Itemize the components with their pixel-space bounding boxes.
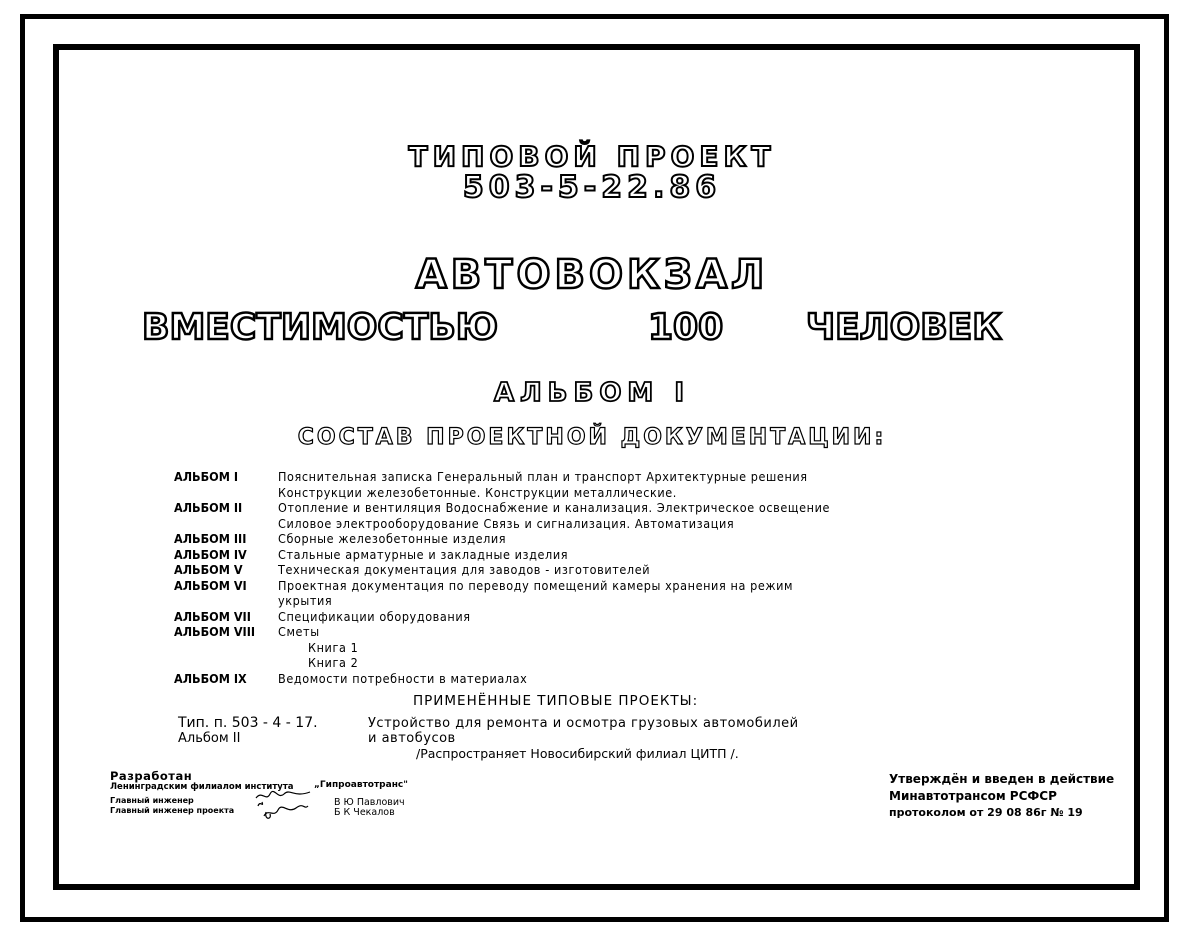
album-text: Сметы — [278, 624, 320, 639]
album-row — [174, 624, 830, 640]
album-row — [174, 531, 830, 547]
album-label: АЛЬБОМ II — [174, 500, 243, 515]
approval-line3: протоколом от 29 08 86г № 19 — [889, 806, 1083, 819]
album-title: АЛЬБОМ I — [493, 378, 691, 408]
album-text: укрытия — [278, 593, 333, 608]
album-text: Силовое электрооборудование Связь и сигнализация. Автоматизация — [278, 515, 735, 531]
album-row — [174, 640, 830, 656]
album-row — [174, 655, 830, 671]
album-row — [174, 671, 830, 687]
main-title-line1: АВТОВОКЗАЛ — [415, 252, 769, 298]
applied-project-description — [368, 716, 799, 746]
chief-project-engineer-label: Главный инженер проекта — [110, 806, 235, 815]
album-row — [174, 516, 830, 532]
album-row — [174, 485, 830, 501]
album-text: Сборные железобетонные изделия — [278, 531, 507, 546]
applied-projects-heading: ПРИМЕНЁННЫЕ ТИПОВЫЕ ПРОЕКТЫ: — [413, 693, 699, 709]
album-list — [174, 469, 830, 686]
album-row — [174, 469, 830, 485]
album-text: Проектная документация по переводу помещений камеры хранения на режим — [278, 577, 794, 593]
applied-desc-line2: и автобусов — [368, 731, 456, 746]
approval-line2: Минавтотрансом РСФСР — [889, 789, 1057, 803]
chief-project-engineer-name: Б К Чекалов — [334, 807, 395, 818]
applied-desc-line1: Устройство для ремонта и осмотра грузовых автомобилей — [368, 716, 799, 731]
album-text: Техническая документация для заводов - изготовителей — [278, 562, 651, 577]
album-text: Стальные арматурные и закладные изделия — [278, 546, 569, 562]
album-row — [174, 562, 830, 578]
approval-line1: Утверждён и введен в действие — [889, 772, 1115, 786]
album-text: Пояснительная записка Генеральный план и транспорт Архитектурные решения — [278, 469, 808, 484]
album-label: АЛЬБОМ V — [174, 562, 243, 577]
album-label: АЛЬБОМ VII — [174, 608, 251, 624]
album-row — [174, 578, 830, 594]
album-row — [174, 547, 830, 563]
developer-org: Ленинградским филиалом института — [110, 782, 294, 792]
album-row — [174, 593, 830, 609]
album-label: АЛЬБОМ IV — [174, 546, 247, 562]
developer-org-name: „Гипроавтотранс" — [314, 780, 408, 790]
chief-engineer-label: Главный инженер — [110, 796, 194, 805]
main-title-part-capacity: ВМЕСТИМОСТЬЮ — [142, 307, 499, 348]
album-row — [174, 609, 830, 625]
album-label: АЛЬБОМ VI — [174, 577, 247, 593]
album-text: Отопление и вентиляция Водоснабжение и канализация. Электрическое освещение — [278, 500, 831, 515]
album-label: АЛЬБОМ IX — [174, 670, 247, 686]
composition-heading: СОСТАВ ПРОЕКТНОЙ ДОКУМЕНТАЦИИ: — [297, 425, 887, 450]
applied-project-album: Альбом II — [178, 731, 241, 746]
album-text: Книга 2 — [308, 655, 359, 670]
album-text: Спецификации оборудования — [278, 608, 471, 624]
album-row — [174, 500, 830, 516]
album-text: Книга 1 — [308, 639, 359, 655]
distribution-note: /Распространяет Новосибирский филиал ЦИТП /. — [416, 746, 739, 761]
album-label: АЛЬБОМ I — [174, 469, 239, 484]
chief-engineer-name: В Ю Павлович — [334, 797, 405, 808]
applied-project-code: Тип. п. 503 - 4 - 17. — [178, 715, 318, 731]
album-label: АЛЬБОМ III — [174, 531, 247, 546]
developer-title: Разработан — [110, 769, 193, 783]
album-text: Ведомости потребности в материалах — [278, 670, 528, 686]
main-title-part-number: 100 — [648, 307, 724, 348]
handwritten-signatures — [252, 788, 314, 822]
main-title-part-people: ЧЕЛОВЕК — [806, 307, 1002, 348]
typical-project-title: ТИПОВОЙ ПРОЕКТ — [408, 140, 776, 173]
album-text: Конструкции железобетонные. Конструкции металлические. — [278, 484, 677, 500]
project-number: 503-5-22.86 — [462, 170, 722, 205]
album-label: АЛЬБОМ VIII — [174, 624, 256, 639]
